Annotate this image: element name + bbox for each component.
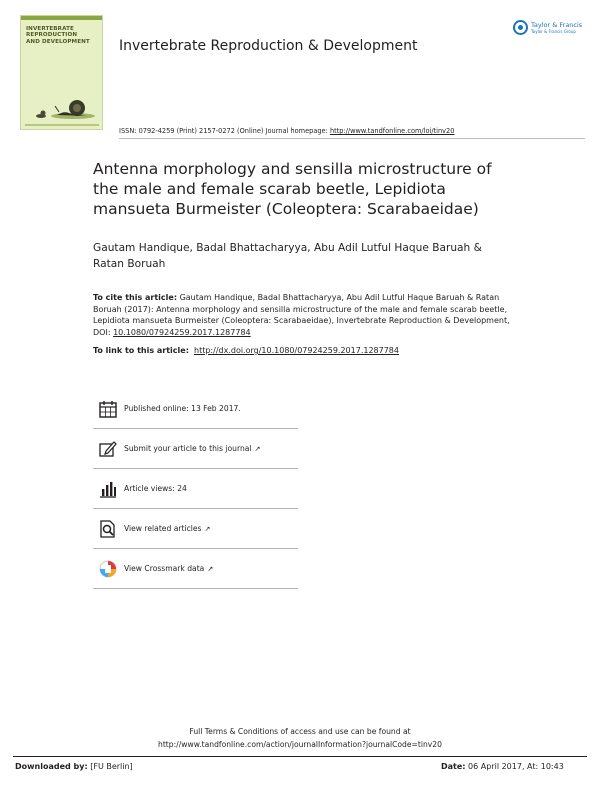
citation-block — [93, 292, 513, 338]
article-link-label: To link to this article: — [93, 346, 189, 355]
external-link-icon: ↗ — [207, 565, 214, 573]
article-link-line — [93, 345, 513, 357]
article-doi-link[interactable]: http://dx.doi.org/10.1080/07924259.2017.1287784 — [194, 346, 399, 355]
crossmark-link[interactable] — [124, 564, 213, 573]
journal-name[interactable]: Invertebrate Reproduction & Development — [119, 38, 418, 54]
related-articles-row[interactable] — [93, 509, 298, 549]
download-date-value: 06 April 2017, At: 10:43 — [465, 762, 564, 771]
bar-chart-icon — [99, 480, 117, 498]
terms-notice — [0, 725, 600, 751]
article-views-row — [93, 469, 298, 509]
publisher-logo-icon — [513, 20, 528, 35]
downloaded-by-label: Downloaded by: — [15, 762, 88, 771]
article-views-label: Article views: 24 — [124, 484, 187, 493]
terms-link[interactable]: http://www.tandfonline.com/action/journalInformation?journalCode=tinv20 — [158, 740, 442, 749]
downloaded-by — [15, 762, 133, 771]
downloaded-by-value: [FU Berlin] — [87, 762, 133, 771]
edit-icon — [99, 440, 117, 458]
footer-divider — [13, 756, 587, 757]
crossmark-icon — [99, 560, 117, 578]
external-link-icon: ↗ — [204, 525, 211, 533]
issn-text: ISSN: 0792-4259 (Print) 2157-0272 (Online) Journal homepage: — [119, 127, 330, 135]
crossmark-row[interactable] — [93, 549, 298, 589]
related-articles-link[interactable] — [124, 524, 210, 533]
article-title: Antenna morphology and sensilla microstructure of the male and female scarab beetle, Lepidiota mansueta Burmeister (Coleoptera: Scarabaeidae) — [93, 160, 492, 218]
calendar-icon — [99, 400, 117, 418]
cover-title: INVERTEBRATE REPRODUCTION AND DEVELOPMENT — [26, 26, 90, 45]
snail-illustration — [27, 92, 99, 122]
cover-footer-bar — [25, 124, 99, 126]
publisher-logo-text: Taylor & Francis — [531, 21, 583, 29]
publisher-logo-subtext: Taylor & Francis Group — [531, 29, 576, 34]
citation-label: To cite this article: — [93, 293, 178, 302]
search-document-icon — [99, 520, 117, 538]
submit-article-label: Submit your article to this journal — [124, 444, 252, 453]
download-date-label: Date: — [441, 762, 466, 771]
cover-band — [21, 16, 102, 20]
publisher-logo[interactable] — [513, 18, 585, 44]
external-link-icon: ↗ — [254, 445, 261, 453]
journal-homepage-link[interactable]: http://www.tandfonline.com/loi/tinv20 — [329, 127, 455, 135]
related-articles-label: View related articles — [124, 524, 202, 533]
published-online-label: Published online: 13 Feb 2017. — [124, 404, 241, 413]
header-divider — [119, 138, 585, 139]
citation-text: Gautam Handique, Badal Bhattacharyya, Abu Adil Lutful Haque Baruah & Ratan Boruah (2017): Antenna morphology and sensilla microstructure of the male and female scarab beetle, Lepidiota mansueta Burmeister (Coleoptera: Scarabaeidae), Invertebrate Reproduction & Development, DOI: — [93, 293, 510, 337]
article-authors: Gautam Handique, Badal Bhattacharyya, Abu Adil Lutful Haque Baruah & Ratan Boruah — [93, 242, 482, 270]
crossmark-label: View Crossmark data — [124, 564, 205, 573]
download-date — [441, 762, 564, 771]
submit-article-link[interactable] — [124, 444, 260, 453]
terms-line-1: Full Terms & Conditions of access and use can be found at — [189, 727, 411, 736]
issn-line — [119, 127, 454, 135]
published-online-row — [93, 389, 298, 429]
citation-doi-link[interactable]: 10.1080/07924259.2017.1287784 — [113, 327, 251, 337]
submit-article-row[interactable] — [93, 429, 298, 469]
journal-cover-image — [20, 15, 103, 130]
